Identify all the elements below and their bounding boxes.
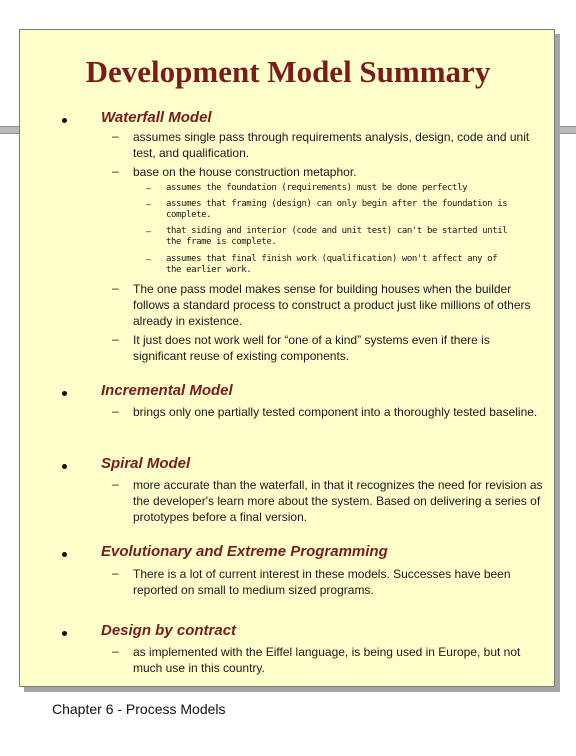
item-text: base on the house construction metaphor. — [133, 165, 357, 179]
dash-marker: – — [112, 566, 119, 580]
sub-item-text: assumes that final finish work (qualification) won't affect any of the earlier work. — [166, 254, 498, 275]
section-heading: Evolutionary and Extreme Programming — [101, 543, 388, 560]
item-text: more accurate than the waterfall, in that it recognizes the need for revision as the developer's learn more about the system. Based on delivering a series of prototypes before a final version. — [133, 478, 543, 524]
dash-marker: – — [112, 477, 119, 491]
dash-marker: – — [112, 404, 119, 418]
dash-marker: – — [146, 254, 152, 264]
slide-title: Development Model Summary — [85, 54, 491, 89]
section-heading: Incremental Model — [101, 382, 233, 399]
dash-marker: – — [112, 281, 119, 295]
item-text: brings only one partially tested component into a thoroughly tested baseline. — [133, 405, 538, 419]
section-heading: Design by contract — [101, 622, 237, 639]
dash-marker: – — [146, 226, 152, 236]
bullet-dot — [62, 118, 67, 123]
dash-marker: – — [112, 164, 119, 178]
bullet-dot — [62, 464, 67, 469]
bullet-dot — [62, 631, 67, 636]
bullet-dot — [62, 552, 67, 557]
dash-marker: – — [146, 183, 152, 193]
sub-item-text: assumes the foundation (requirements) must be done perfectly — [166, 183, 468, 193]
dash-marker: – — [112, 129, 119, 143]
item-text: The one pass model makes sense for building houses when the builder follows a standard process to construct a product just like millions of others already in existence. — [133, 282, 531, 328]
section-heading: Waterfall Model — [101, 109, 212, 126]
item-text: as implemented with the Eiffel language, is being used in Europe, but not much use in this country. — [133, 645, 521, 675]
section-heading: Spiral Model — [101, 455, 191, 472]
bullet-dot — [62, 391, 67, 396]
footer-chapter-label: Chapter 6 - Process Models — [52, 701, 226, 717]
sub-item-text: that siding and interior (code and unit test) can't be started until the frame is complete. — [166, 226, 508, 247]
dash-marker: – — [112, 332, 119, 346]
sub-item-text: assumes that framing (design) can only begin after the foundation is complete. — [166, 199, 508, 220]
item-text: It just does not work well for “one of a kind” systems even if there is significant reuse of existing components. — [133, 333, 490, 363]
dash-marker: – — [112, 644, 119, 658]
dash-marker: – — [146, 199, 152, 209]
slide-card — [19, 29, 555, 687]
item-text: There is a lot of current interest in these models. Successes have been reported on small to medium sized programs. — [133, 567, 511, 597]
item-text: assumes single pass through requirements analysis, design, code and unit test, and qualification. — [133, 130, 530, 160]
